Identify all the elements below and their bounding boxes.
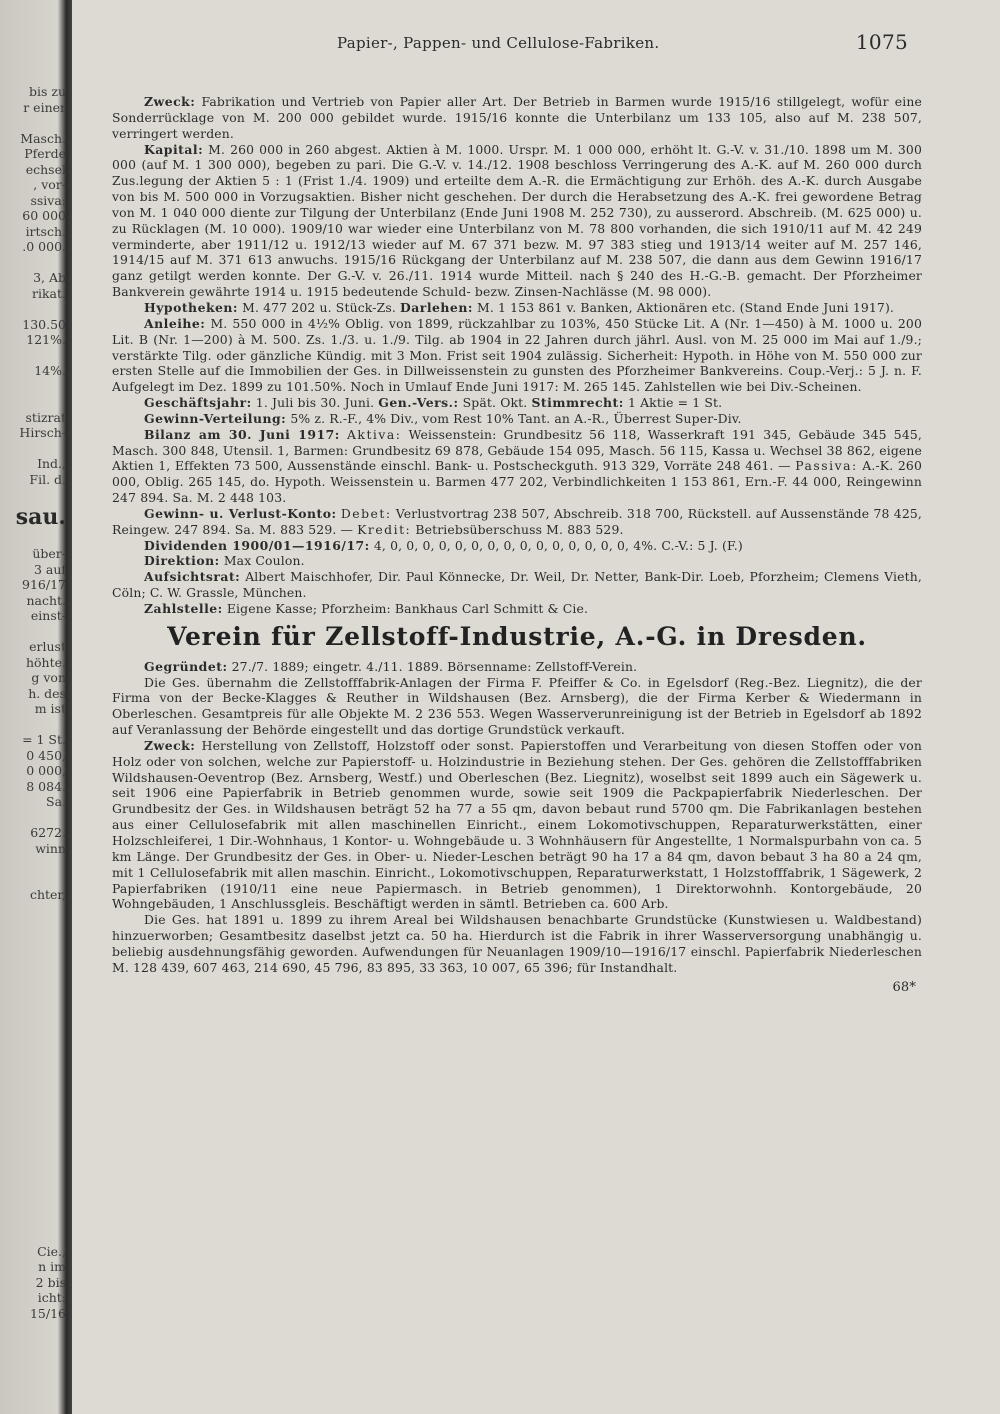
running-title: Papier-, Pappen- und Cellulose-Fabriken. [337, 34, 660, 52]
company-heading: Verein für Zellstoff-Industrie, A.-G. in Dresden. [167, 621, 867, 651]
left-margin-line [0, 1073, 66, 1089]
aufsichtsrat-paragraph: Aufsichtsrat: Albert Maischhofer, Dir. Paul Könnecke, Dr. Weil, Dr. Netter, Bank-Dir. Loeb, Pforzheim; Clemens Vieth, Cöln; C. W. Grassle, München. [112, 569, 923, 601]
left-margin-line [0, 1089, 66, 1105]
body-text [112, 94, 922, 995]
left-margin-line [0, 1197, 66, 1213]
left-margin-line: 130.50 [22, 316, 66, 332]
left-margin-line [0, 1011, 66, 1027]
left-margin-line: = 1 St. [22, 732, 66, 747]
left-margin-line: Masch. [20, 130, 66, 146]
left-margin-line [0, 1166, 66, 1182]
left-margin-line: , vor- [33, 177, 66, 192]
left-margin-line: 121%. [26, 332, 66, 347]
left-margin-line [0, 996, 66, 1012]
left-margin-line [0, 918, 66, 934]
page-content [112, 28, 922, 995]
signature-mark: 68* [892, 979, 916, 995]
left-margin-line [0, 1213, 66, 1229]
left-margin-line: Cie., [37, 1243, 66, 1259]
left-margin-line: stizrat [25, 409, 66, 425]
left-margin-line: Fil. d. [29, 471, 66, 487]
left-margin-line [0, 624, 66, 640]
left-margin-line [0, 1104, 66, 1120]
left-margin-line [0, 394, 66, 410]
anleihe-paragraph: Anleihe: M. 550 000 in 4½% Oblig. von 1899, rückzahlbar zu 103%, 450 Stücke Lit. A (Nr. 1—450) à M. 1000 u. 200 Lit. B (Nr. 1—200) à M. 500. Zs. 1./3. u. 1./9. Tilg. ab 1904 in 22 Jahren durch jährl. Ausl. von M. 25 000 im Mai auf 1./9.; verstärkte Tilg. oder gänzliche Kündig. mit 3 Mon. Frist seit 1904 zulässig. Sicherheit: Hypoth. in Höhe von M. 550 000 zur ersten Stelle auf die Immobilien der Ges. in Dillweissenstein zu gunsten des Pforzheimer Bankvereins. Coup.-Verj.: 5 J. n. F. Aufgelegt im Dez. 1899 zu 101.50%. Noch in Umlauf Ende Juni 1917: M. 265 145. Zahlstellen wie bei Div.-Scheinen. [112, 315, 922, 395]
page-header [112, 28, 922, 56]
left-margin-line: 0 450, [26, 747, 66, 763]
left-margin-line: .0 000. [22, 239, 66, 254]
left-margin-text [0, 84, 66, 1321]
left-margin-line: 8 084. [26, 778, 66, 794]
left-margin-line: nacht. [26, 592, 66, 608]
left-margin-line: einst- [30, 608, 66, 623]
left-margin-line [0, 872, 66, 888]
left-margin-line: winn [35, 840, 66, 856]
left-margin-line [0, 810, 66, 826]
left-margin-line [0, 531, 66, 547]
left-margin-line [0, 903, 66, 919]
left-margin-line [0, 301, 66, 317]
left-margin-line [0, 856, 66, 872]
left-margin-line [0, 255, 66, 271]
left-margin-line [0, 980, 66, 996]
bilanz-paragraph: Bilanz am 30. Juni 1917: Aktiva: Weissenstein: Grundbesitz 56 118, Wasserkraft 191 345, Gebäude 345 545, Masch. 300 848, Utensil. 1, Barmen: Grundbesitz 69 878, Gebäude 154 095, Masch. 56 115, Kassa u. Wechsel 38 862, eigene Aktien 1, Effekten 73 500, Aussenstände einschl. Bank- u. Postscheckguth. 913 329, Vorräte 248 461. — Passiva: A.-K. 260 000, Oblig. 265 145, do. Hypoth. Weissenstein u. Barmen 477 202, Verbindlichkeiten 1 153 861, Ern.-F. 44 000, Reingewinn 247 894. Sa. M. 2 448 103. [112, 426, 922, 506]
gewinn-verlust-paragraph: Gewinn- u. Verlust-Konto: Debet: Verlustvortrag 238 507, Abschreib. 318 700, Rückstell. auf Aussenstände 78 425, Reingew. 247 894. Sa. M. 883 529. — Kredit: Betriebsüberschuss M. 883 529. [112, 505, 922, 537]
areal-paragraph: Die Ges. hat 1891 u. 1899 zu ihrem Areal bei Wildshausen benachbarte Grundstücke (Kunstwiesen u. Waldbestand) hinzuerworben; Gesamtbesitz daselbst jetzt ca. 50 ha. Hierdurch ist die Fabrik in ihrer Wasserversorgung unabhängig u. beliebig ausdehnungsfähig geworden. Aufwendungen für Neuanlagen 1909/10—1916/17 einschl. Papierfabrik Niederleschen M. 128 439, 607 463, 214 690, 45 796, 83 895, 33 363, 10 007, 65 396; für Instandhalt. [112, 912, 922, 975]
direktion-paragraph: Direktion: Max Coulon. [144, 553, 305, 569]
left-margin-line: ssiva: [30, 192, 66, 208]
left-margin-line: 15/16 [29, 1305, 66, 1321]
left-margin-line: 14%. [34, 363, 66, 378]
left-margin-line [0, 441, 66, 457]
zweck2-paragraph: Zweck: Herstellung von Zellstoff, Holzstoff oder sonst. Papierstoffen und Verarbeitung von diesen Stoffen oder von Holz oder von solchen, welche zur Papierstoff- u. Holzindustrie in Beziehung stehen. Der Ges. gehören die Zellstofffabriken Wildshausen-Oeventrop (Bez. Arnsberg, Westf.) und Oberleschen (Bez. Liegnitz), woselbst seit 1899 auch ein Sägewerk u. seit 1906 eine Papierfabrik in Betrieb genommen wurde, sowie seit 1909 die Packpapierfabrik Niederleschen. Der Grundbesitz der Ges. in Wildshausen beträgt 52 ha 77 a 55 qm, davon bebaut rund 5700 qm. Die Fabrikanlagen bestehen aus einer Cellulosefabrik mit allen maschinellen Einricht., einem Lokomotivschuppen, Reparaturwerkstätten, einer Holzschleiferei, 1 Dir.-Wohnhaus, 1 Kontor- u. Wohngebäude u. 3 Wohnhäusern für Angestellte, 1 Normalspurbahn von ca. 5 km Länge. Der Grundbesitz der Ges. in Ober- u. Nieder-Leschen beträgt 90 ha 17 a 84 qm, davon bebaut 3 ha 80 a 24 qm, mit 1 Cellulosefabrik mit allen maschin. Einricht., Lokomotivschuppen, Reparaturwerkstatt, 1 Holzstofffabrik, 1 Sägewerk, 2 Papierfabriken (1910/11 eine neue Papiermasch. in Betrieb genommen), 1 Direktorwohnh. Kontorgebäude, 20 Wohngebäuden, 1 Anschlussgleis. Beschäftigt werden in sämtl. Betrieben ca. 600 Arb. [112, 737, 923, 912]
left-margin-line: 916/17 [22, 577, 66, 592]
hypotheken-paragraph: Hypotheken: M. 477 202 u. Stück-Zs. Darlehen: M. 1 153 861 v. Banken, Aktionären etc. (Stand Ende Juni 1917). [144, 299, 895, 315]
gewinnverteilung-paragraph: Gewinn-Verteilung: 5% z. R.-F., 4% Div., vom Rest 10% Tant. an A.-R., Überrest Super-Div. [144, 410, 742, 426]
left-margin-line [0, 1120, 66, 1136]
left-margin-line: über- [32, 546, 66, 561]
left-margin-line [0, 949, 66, 965]
left-margin-line: echsel [25, 161, 66, 177]
left-margin-line: 3, Ab [33, 270, 66, 285]
left-margin-line [0, 965, 66, 981]
left-margin-line [0, 348, 66, 364]
left-margin-line [0, 115, 66, 131]
left-margin-line [0, 1042, 66, 1058]
left-margin-line [0, 379, 66, 395]
left-margin-line: g von [31, 670, 66, 685]
page-number: 1075 [855, 30, 908, 54]
left-margin-line: höhte. [25, 654, 66, 670]
left-margin-line: Pferde [24, 146, 66, 161]
zahlstelle-paragraph: Zahlstelle: Eigene Kasse; Pforzheim: Bankhaus Carl Schmitt & Cie. [144, 601, 589, 616]
left-margin-line: Sa. [46, 794, 66, 809]
geschaeftsjahr-paragraph: Geschäftsjahr: 1. Juli bis 30. Juni. Gen.-Vers.: Spät. Okt. Stimmrecht: 1 Aktie = 1 St. [144, 395, 723, 411]
left-margin-line: r einer [23, 99, 66, 115]
dividenden-paragraph: Dividenden 1900/01—1916/17: 4, 0, 0, 0, 0, 0, 0, 0, 0, 0, 0, 0, 0, 0, 0, 0, 4%. C.-V.: 5 J. (F.) [144, 537, 743, 553]
left-margin-line: bis zu [28, 84, 66, 99]
left-margin-line [0, 1058, 66, 1074]
left-margin-line: sau. [15, 503, 66, 530]
gegruendet-paragraph: Gegründet: 27./7. 1889; eingetr. 4./11. 1889. Börsenname: Zellstoff-Verein. [144, 658, 638, 674]
left-margin-line [0, 1151, 66, 1167]
left-margin-line [0, 934, 66, 950]
left-margin-line: 6272. [30, 825, 66, 840]
left-margin-line [0, 1228, 66, 1244]
left-margin-line: Hirsch- [19, 425, 66, 440]
kapital-paragraph: Kapital: M. 260 000 in 260 abgest. Aktien à M. 1000. Urspr. M. 1 000 000, erhöht lt. G.-V. v. 31./10. 1898 um M. 300 000 (auf M. 1 300 000), begeben zu pari. Die G.-V. v. 14./12. 1908 beschloss Verringerung des A.-K. auf M. 260 000 durch Zus.legung der Aktien 5 : 1 (Frist 1./4. 1909) und erteilte dem A.-R. die Ermächtigung zur Erhöh. des A.-K. durch Ausgabe von bis M. 500 000 in Vorzugsaktien. Bisher nicht geschehen. Der durch die Herabsetzung des A.-K. frei gewordene Betrag von M. 1 040 000 diente zur Tilgung der Unterbilanz (Ende Juni 1908 M. 252 730), zu ausserord. Abschreib. (M. 625 000) u. zu Rücklagen (M. 10 000). 1909/10 war wieder eine Unterbilanz von M. 78 800 vorhanden, die sich 1910/11 auf M. 42 249 verminderte, aber 1911/12 u. 1912/13 wieder auf M. 67 371 bezw. M. 97 383 stieg und 1913/14 weiter auf M. 257 146, 1914/15 auf M. 371 613 anwuchs. 1915/16 Rückgang der Unterbilanz auf M. 238 507, die dann aus dem Gewinn 1916/17 ganz getilgt werden konnte. Der G.-V. v. 26./11. 1914 wurde Mitteil. nach § 240 des H.-G.-B. gemacht. Der Pforzheimer Bankverein gewährte 1914 u. 1915 bedeutende Schuld- bezw. Zinsen-Nachlässe (M. 98 000). [112, 141, 922, 300]
left-margin-line: rikat. [32, 285, 66, 301]
zweck-paragraph: Zweck: Fabrikation und Vertrieb von Papier aller Art. Der Betrieb in Barmen wurde 1915/16 stillgelegt, wofür eine Sonderrücklage von M. 200 000 gebildet wurde. 1915/16 konnte die Unterbilanz um 133 105, also auf M. 238 507, verringert werden. [112, 94, 922, 141]
left-margin-line: Ind., [37, 456, 66, 471]
left-margin-line [0, 717, 66, 733]
left-margin-line: 0 000, [26, 763, 66, 778]
left-margin-line: irtsch. [25, 223, 66, 239]
left-margin-line: icht: [37, 1290, 66, 1305]
left-margin-line [0, 1182, 66, 1198]
left-margin-line: 3 auf [33, 561, 66, 577]
history-paragraph: Die Ges. übernahm die Zellstofffabrik-Anlagen der Firma F. Pfeiffer & Co. in Egelsdorf (Reg.-Bez. Liegnitz), die der Firma von der Becke-Klagges & Reuther in Wildshausen (Bez. Arnsberg), die der Firma Kerber & Wiedermann in Oberleschen. Gesamtpreis für alle Objekte M. 2 236 553. Wegen Wasserverunreinigung ist der Betrieb in Egelsdorf ab 1892 auf Veranlassung der Behörde eingestellt und das dortige Grundstück verkauft. [112, 674, 922, 738]
left-margin-line [0, 1027, 66, 1043]
left-margin-line: h. des [28, 685, 66, 701]
left-margin-line: 2 bis [35, 1274, 66, 1290]
left-margin-line: m ist [34, 701, 66, 716]
left-margin-line [0, 1135, 66, 1151]
left-margin-line: chter, [29, 887, 66, 902]
left-margin-line: erlust [29, 639, 66, 654]
left-margin-line: n im [38, 1259, 66, 1274]
left-margin-line: 60 000 [22, 208, 66, 223]
left-margin-line [0, 487, 66, 503]
